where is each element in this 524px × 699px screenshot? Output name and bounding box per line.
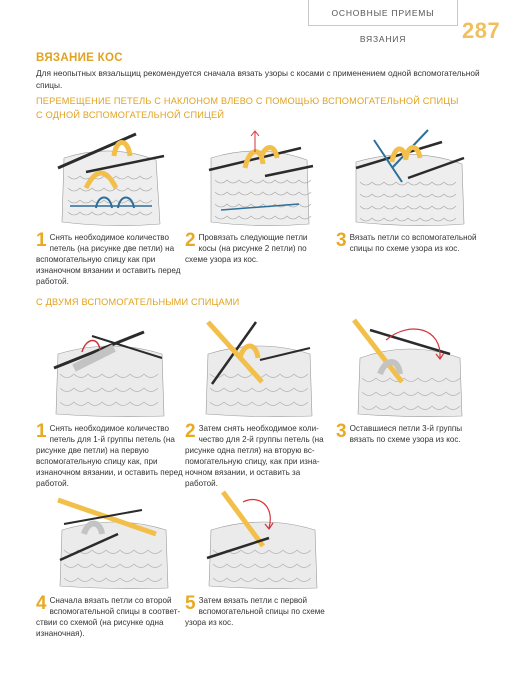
step-text: Затем снять необходимое количество для 2-й группы петель (на рисунке одна петля) на вторую вспомогательную спицу, как при изнаночном вязании, и оставить за работой. [185, 424, 324, 488]
section1-step-1 [36, 232, 186, 287]
step-number: 1 [36, 421, 47, 442]
step-text: Провязать следующие петли косы (на рисунке 2 петли) по схеме узора из кос. [185, 233, 308, 264]
page-number: 287 [462, 18, 501, 43]
step-number: 4 [36, 593, 47, 614]
illustration-1-3 [352, 128, 467, 228]
illustration-2-1 [52, 318, 167, 418]
step-number: 3 [336, 421, 347, 442]
section1-step-2 [185, 232, 325, 265]
step-number: 5 [185, 593, 196, 614]
section1-subheading: С ОДНОЙ ВСПОМОГАТЕЛЬНОЙ СПИЦЕЙ [36, 110, 225, 120]
illustration-1-1 [56, 128, 166, 228]
section1-step-3 [336, 232, 486, 254]
section2-step-4 [36, 595, 186, 639]
step-number: 2 [185, 230, 196, 251]
illustration-1-2 [205, 128, 315, 228]
step-text: Затем вязать петли с первой вспомогательной спицы по схеме узора из кос. [185, 596, 325, 627]
section2-step-2 [185, 423, 330, 489]
illustration-2-2 [200, 318, 315, 418]
step-text: Вязать петли со вспомогательной спицы по схеме узора из кос. [349, 233, 477, 253]
section-header-tab: ОСНОВНЫЕ ПРИЕМЫ ВЯЗАНИЯ [308, 0, 458, 26]
section2-heading: С ДВУМЯ ВСПОМОГАТЕЛЬНЫМИ СПИЦАМИ [36, 297, 240, 307]
step-number: 1 [36, 230, 47, 251]
section2-step-5 [185, 595, 330, 628]
step-text: Снять необходимое количество петель (на рисунке две петли) на вспомогательную спицу как при изнаночном вязании и оставить перед работой. [36, 233, 181, 286]
step-text: Оставшиеся петли 3-й группы вязать по схеме узора из кос. [349, 424, 463, 444]
intro-paragraph: Для неопытных вязальщиц рекомендуется сначала вязать узоры с косами с применением одной вспомогательной спицы. [36, 68, 480, 90]
illustration-2-4 [56, 490, 171, 590]
section2-step-3 [336, 423, 486, 445]
section1-heading: ПЕРЕМЕЩЕНИЕ ПЕТЕЛЬ С НАКЛОНОМ ВЛЕВО С ПОМОЩЬЮ ВСПОМОГАТЕЛЬНОЙ СПИЦЫ [36, 96, 459, 106]
step-number: 2 [185, 421, 196, 442]
section2-step-1 [36, 423, 184, 489]
step-text: Снять необходимое количество петель для 1-й группы петель (на рисунке две петли) на первую вспомогательную спицу как, при изнаночном вязании, и оставить перед работой. [36, 424, 183, 488]
step-text: Сначала вязать петли со второй вспомогательной спицы в соответствии со схемой (на рисунке одна изнаночная). [36, 596, 181, 638]
page-title: ВЯЗАНИЕ КОС [36, 52, 123, 64]
illustration-2-3 [350, 318, 465, 418]
step-number: 3 [336, 230, 347, 251]
illustration-2-5 [203, 490, 323, 590]
